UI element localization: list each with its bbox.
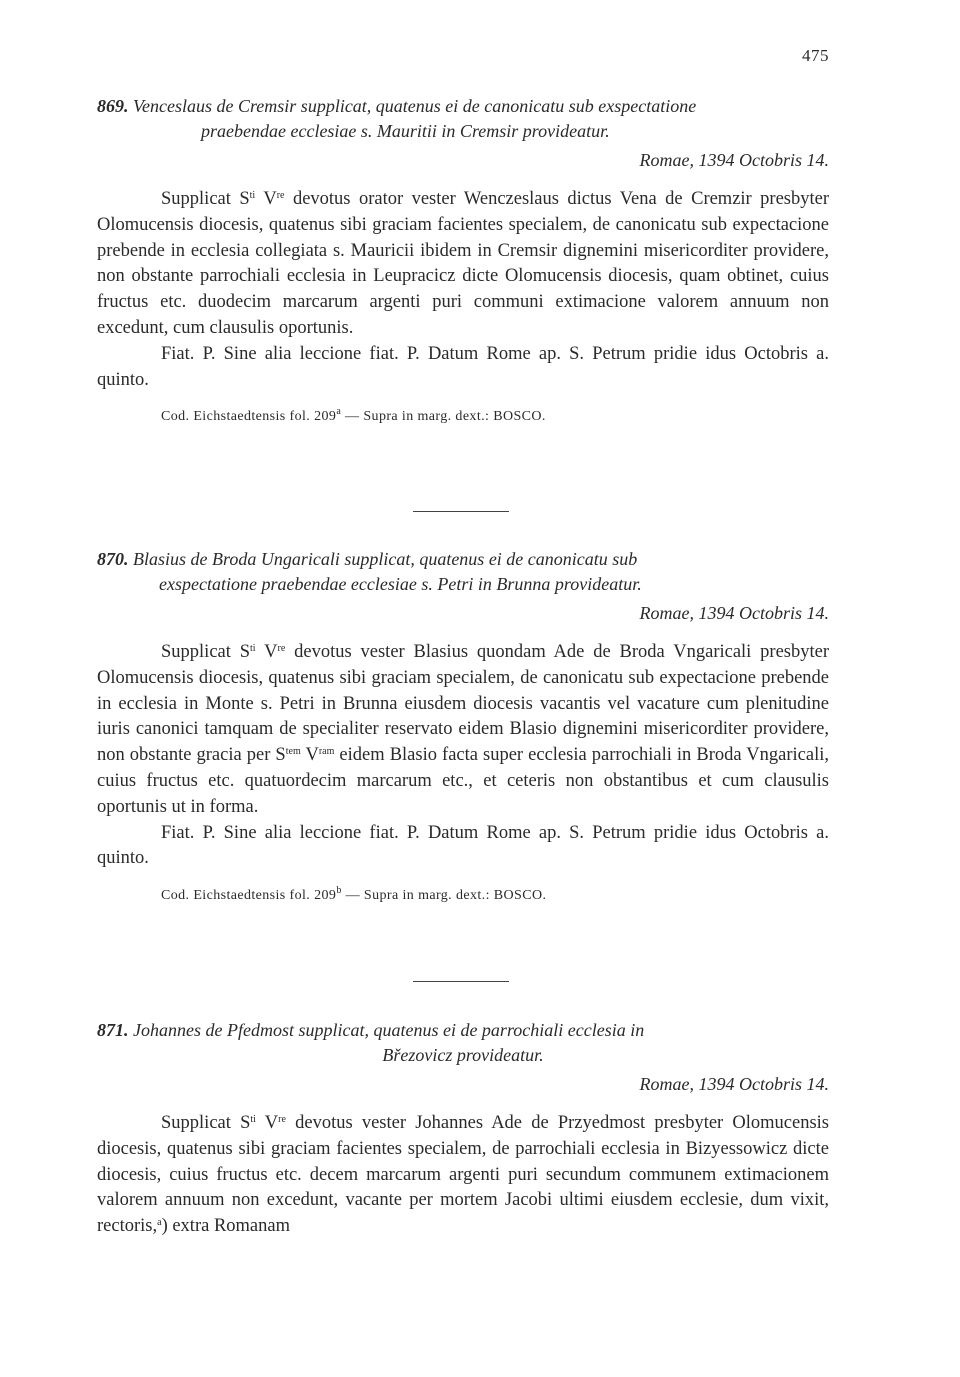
heading-line-1: Blasius de Broda Ungaricali supplicat, quatenus ei de canonicatu sub: [133, 549, 638, 569]
entry-body: [97, 640, 829, 872]
page-number: 475: [802, 46, 829, 65]
source-note: Cod. Eichstaedtensis fol. 209$^a$ — Supra in marg. dext.: BOSCO.: [161, 406, 546, 425]
paragraph-1: Supplicat $S^{ti}$ Vre devotus vester Blasius quondam Ade de Broda Vngaricali presbyter Olomucensis diocesis, quatenus sibi graciam specialem, de canonicatu sub expectacione prebende in ecclesia in Monte s. Petri in Brunna eiusdem diocesis vacantis vel vacature cum plenitudine iuris canonici tamquam de specialiter reservato eidem Blasio dignemini misericorditer providere, non obstante gracia per $S^{tem}$ $V^{ram}$ eidem Blasio facta super ecclesia parrochiali in Broda Vngaricali, cuius fructus etc. quatuordecim marcarum etc., et ceteris non obstantibus et cum clausulis oportunis ut in forma.: [97, 642, 830, 817]
paragraph-2: Fiat. P. Sine alia leccione fiat. P. Datum Rome ap. S. Petrum pridie idus Octobris a. quinto.: [97, 343, 829, 390]
entry-870: [97, 547, 829, 906]
footnote-marker: a: [157, 1217, 162, 1229]
heading-line-2: praebendae ecclesiae s. Mauritii in Cremsir provideatur.: [201, 121, 610, 141]
entry-body: [97, 187, 829, 393]
entry-869: [97, 94, 829, 427]
paragraph-2: Fiat. P. Sine alia leccione fiat. P. Datum Rome ap. S. Petrum pridie idus Octobris a. quinto.: [97, 822, 829, 869]
entry-number: 870.: [97, 549, 129, 569]
heading-line-2: exspectatione praebendae ecclesiae s. Petri in Brunna provideatur.: [159, 574, 642, 594]
heading-line-2: Březovicz provideatur.: [382, 1045, 544, 1065]
heading-line-1: Johannes de Pfedmost supplicat, quatenus ei de parrochiali ecclesia in: [133, 1020, 645, 1040]
source-note: Cod. Eichstaedtensis fol. 209$^b$ — Supra in marg. dext.: BOSCO.: [161, 885, 547, 904]
entry-body: [97, 1111, 829, 1240]
paragraph-1: Supplicat $S^{ti}$ Vre devotus vester Johannes Ade de Przyedmost presbyter Olomucensis diocesis, quatenus sibi graciam facientes specialem, de parrochiali ecclesia in Bizyessowicz dicte diocesis, cuius fructus etc. decem marcarum argenti puri secundum communem extimacionem valorem annuum non excedunt, vacante per mortem Jacobi ultimi eiusdem ecclesie, dum vixit, rectoris,$^a$) extra Romanam: [97, 1113, 830, 1237]
paragraph-1: Supplicat $S^{ti}$ Vre devotus orator vester Wenczeslaus dictus Vena de Cremzir presbyter Olomucensis diocesis, quatenus sibi graciam facientes specialem, de canonicatu sub expectacione prebende in ecclesia collegiata s. Mauricii ibidem in Cremsir dignemini misericorditer providere, non obstante parrochiali ecclesia in Leupracicz dicte Olomucensis diocesis, quam obtinet, cuius fructus etc. duodecim marcarum argenti puri communi extimacione valorem annuum non excedunt, cum clausulis oportunis.: [97, 189, 830, 338]
entry-date: Romae, 1394 Octobris 14.: [639, 603, 829, 623]
entry-date: Romae, 1394 Octobris 14.: [639, 1074, 829, 1094]
section-divider: [413, 511, 509, 512]
heading-line-1: Venceslaus de Cremsir supplicat, quatenus ei de canonicatu sub exspectatione: [133, 96, 697, 116]
section-divider: [413, 981, 509, 982]
entry-871: [97, 1018, 829, 1240]
entry-heading: [97, 547, 829, 597]
entry-heading: [97, 94, 829, 144]
entry-date: Romae, 1394 Octobris 14.: [639, 150, 829, 170]
entry-heading: [97, 1018, 829, 1068]
entry-number: 871.: [97, 1020, 129, 1040]
entry-number: 869.: [97, 96, 129, 116]
